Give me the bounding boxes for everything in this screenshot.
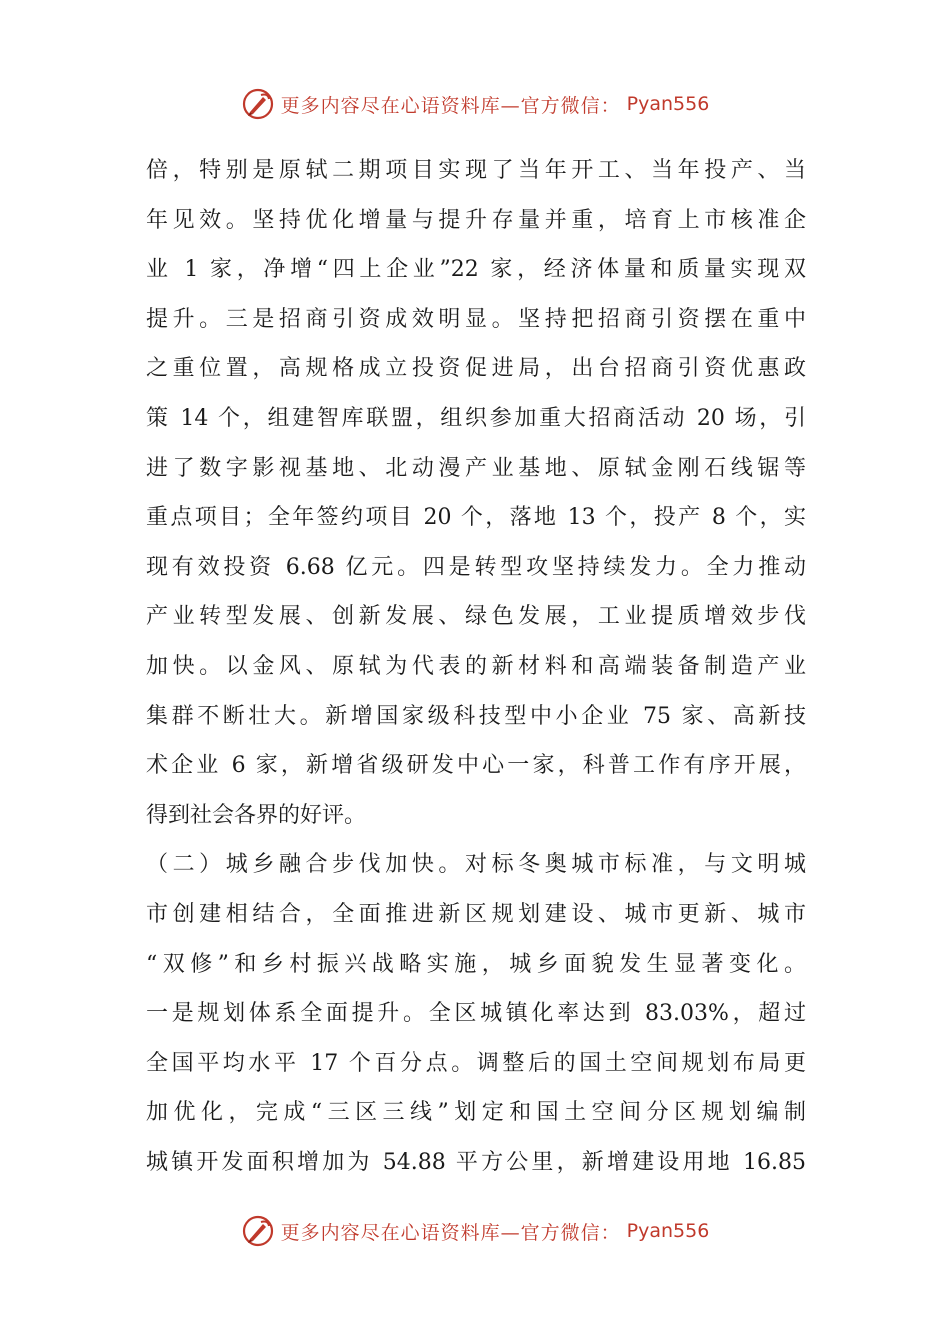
- body-line: 加优化，完成“三区三线”划定和国土空间分区规划编制: [146, 1100, 806, 1126]
- body-line: 倍，特别是原轼二期项目实现了当年开工、当年投产、当: [146, 158, 806, 183]
- body-line: 城镇开发面积增加为 54.88 平方公里，新增建设用地 16.85: [146, 1149, 806, 1175]
- body-line: 之重位置，高规格成立投资促进局，出台招商引资优惠政: [146, 356, 806, 382]
- body-line: 现有效投资 6.68 亿元。四是转型攻坚持续发力。全力推动: [146, 554, 806, 580]
- pen-logo-icon: [241, 1214, 275, 1248]
- body-line: 业 1 家，净增“四上企业”22 家，经济体量和质量实现双: [146, 257, 806, 283]
- footer-watermark: [0, 1211, 950, 1251]
- body-line: 得到社会各界的好评。: [146, 802, 367, 828]
- pen-logo-icon: [241, 87, 275, 121]
- body-line: 集群不断壮大。新增国家级科技型中小企业 75 家、高新技: [146, 703, 806, 729]
- watermark-wechat-id: Pyan556: [626, 93, 710, 115]
- body-line: 市创建相结合，全面推进新区规划建设、城市更新、城市: [146, 901, 806, 927]
- body-line: 重点项目；全年签约项目 20 个，落地 13 个，投产 8 个，实: [146, 505, 806, 531]
- watermark-text: 更多内容尽在心语资料库—官方微信：: [280, 1221, 621, 1244]
- body-line: “双修”和乡村振兴战略实施，城乡面貌发生显著变化。: [146, 951, 806, 977]
- body-line: 一是规划体系全面提升。全区城镇化率达到 83.03%，超过: [146, 1001, 806, 1027]
- document-body: [146, 146, 806, 1187]
- body-line: 年见效。坚持优化增量与提升存量并重，培育上市核准企: [146, 207, 806, 233]
- body-line: 加快。以金风、原轼为代表的新材料和高端装备制造产业: [146, 653, 806, 679]
- body-line: 提升。三是招商引资成效明显。坚持把招商引资摆在重中: [146, 306, 806, 332]
- watermark-wechat-id: Pyan556: [626, 1220, 710, 1242]
- body-line: 术企业 6 家，新增省级研发中心一家，科普工作有序开展，: [146, 753, 806, 779]
- body-line: 策 14 个，组建智库联盟，组织参加重大招商活动 20 场，引: [146, 405, 806, 431]
- section-heading-line: （二）城乡融合步伐加快。对标冬奥城市标准，与文明城: [146, 852, 806, 878]
- header-watermark: [0, 84, 950, 124]
- watermark-text: 更多内容尽在心语资料库—官方微信：: [280, 94, 621, 117]
- body-line: 产业转型发展、创新发展、绿色发展，工业提质增效步伐: [146, 604, 806, 630]
- body-line: 全国平均水平 17 个百分点。调整后的国土空间规划布局更: [146, 1050, 806, 1076]
- body-line: 进了数字影视基地、北动漫产业基地、原轼金刚石线锯等: [146, 455, 806, 481]
